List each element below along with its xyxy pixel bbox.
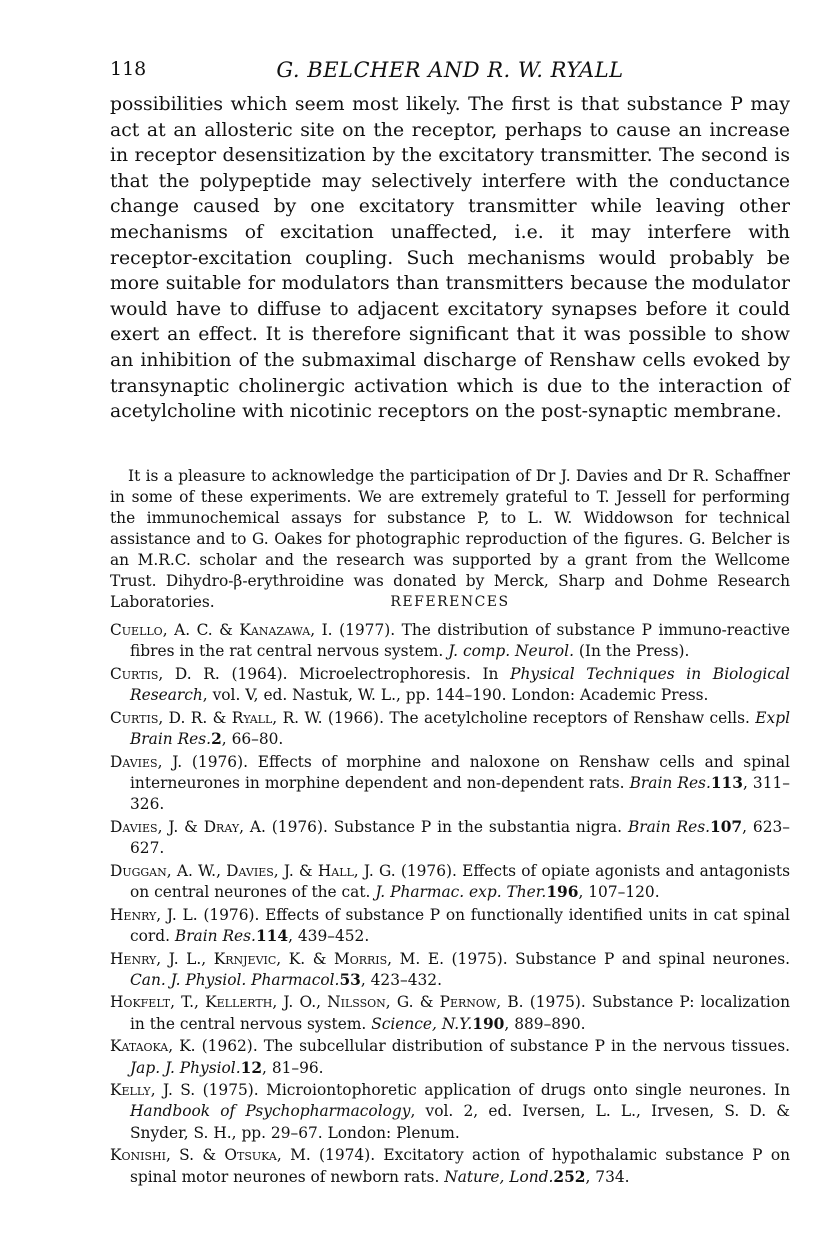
reference-authors: Curtis, D. R. & Ryall, R. W. xyxy=(110,708,323,727)
reference-authors: Henry, J. L., Krnjevic, K. & Morris, M. E. xyxy=(110,949,444,968)
reference-journal: Expl Brain Res. xyxy=(130,708,790,749)
reference-text: (1964). Microelectrophoresis. In xyxy=(219,664,511,683)
reference-authors: Davies, J. xyxy=(110,752,183,771)
reference-journal: J. Pharmac. exp. Ther. xyxy=(375,882,547,901)
reference-authors: Curtis, D. R. xyxy=(110,664,220,683)
reference-authors: Kataoka, K. xyxy=(110,1037,196,1056)
reference-pages: , 439–452. xyxy=(288,926,370,945)
reference-text: (1976). Substance P in the substantia nigra. xyxy=(265,817,628,836)
reference-pages: , 66–80. xyxy=(221,730,284,749)
reference-text: (1975). Microiontophoretic application of drugs onto single neurones. In xyxy=(195,1081,790,1100)
reference-pages: , vol. V, ed. Nastuk, W. L., pp. 144–190. London: Academic Press. xyxy=(202,686,709,705)
reference-journal: J. comp. Neurol. xyxy=(448,642,574,661)
reference-text: (1962). The subcellular distribution of substance P in the nervous tissues. xyxy=(195,1037,790,1056)
reference-volume: 113 xyxy=(710,773,743,792)
reference-pages: , 889–890. xyxy=(504,1014,586,1033)
reference-item xyxy=(110,1036,790,1078)
reference-authors: Duggan, A. W., Davies, J. & Hall, J. G. xyxy=(110,861,396,880)
reference-item xyxy=(110,1080,790,1144)
reference-journal: Brain Res. xyxy=(174,926,256,945)
reference-pages: , 81–96. xyxy=(262,1058,324,1077)
reference-authors: Davies, J. & Dray, A. xyxy=(110,817,266,836)
reference-pages: , 623–627. xyxy=(130,817,790,858)
reference-item xyxy=(110,817,790,859)
reference-authors: Kelly, J. S. xyxy=(110,1081,196,1100)
acknowledgement-paragraph: It is a pleasure to acknowledge the participation of Dr J. Davies and Dr R. Schaffner in some of these experiments. We are extremely grateful to T. Jessell for performing the immunochemical assays for substance P, to L. W. Widdowson for technical assistance and to G. Oakes for photographic reproduction of the figures. G. Belcher is an M.R.C. scholar and the research was supported by a grant from the Wellcome Trust. Dihydro-β-erythroidine was donated by Merck, Sharp and Dohme Research Laboratories. xyxy=(110,467,790,611)
reference-text: (1977). The distribution of substance P immuno-reactive fibres in the rat central nervous system. xyxy=(130,621,790,661)
reference-volume: 12 xyxy=(240,1058,263,1077)
reference-volume: 114 xyxy=(255,926,289,945)
reference-pages: (In the Press). xyxy=(574,642,690,661)
reference-volume: 53 xyxy=(339,970,361,989)
reference-text: (1975). Substance P: localization in the central nervous system. xyxy=(130,993,790,1033)
reference-item xyxy=(110,992,790,1034)
reference-item xyxy=(110,1145,790,1187)
reference-journal: Jap. J. Physiol. xyxy=(130,1058,241,1077)
reference-pages: , 423–432. xyxy=(360,970,442,989)
reference-pages: , 107–120. xyxy=(578,882,660,901)
references-heading: REFERENCES xyxy=(390,594,510,610)
reference-volume: 190 xyxy=(472,1014,505,1033)
reference-volume: 2 xyxy=(211,730,222,749)
reference-journal: Brain Res. xyxy=(629,773,711,792)
reference-journal: Science, N.Y. xyxy=(371,1014,473,1033)
reference-list xyxy=(110,620,790,1189)
reference-authors: Hokfelt, T., Kellerth, J. O., Nilsson, G. & Pernow, B. xyxy=(110,993,524,1012)
reference-authors: Konishi, S. & Otsuka, M. xyxy=(110,1146,311,1165)
reference-item xyxy=(110,949,790,991)
reference-pages: , 311–326. xyxy=(130,773,791,814)
reference-volume: 252 xyxy=(553,1167,586,1186)
reference-journal: Can. J. Physiol. Pharmacol. xyxy=(130,970,340,989)
reference-item xyxy=(110,708,790,750)
reference-journal: Physical Techniques in Biological Research xyxy=(130,664,790,705)
reference-authors: Henry, J. L. xyxy=(110,905,198,924)
reference-volume: 107 xyxy=(710,817,743,836)
reference-text: (1975). Substance P and spinal neurones. xyxy=(443,949,790,968)
reference-item xyxy=(110,664,790,706)
page-number: 118 xyxy=(110,58,147,80)
reference-text: (1974). Excitatory action of hypothalamic substance P on spinal motor neurones of newborn rats. xyxy=(130,1146,790,1186)
reference-item xyxy=(110,905,790,947)
reference-text: (1976). Effects of substance P on functionally identified units in cat spinal cord. xyxy=(130,905,790,945)
running-head: G. BELCHER AND R. W. RYALL xyxy=(276,58,624,82)
reference-item xyxy=(110,752,790,816)
reference-pages: , 734. xyxy=(585,1167,630,1186)
body-paragraph: possibilities which seem most likely. The first is that substance P may act at an allosteric site on the receptor, perhaps to cause an increase in receptor desensitization by the excitatory transmitter. The second is that the polypeptide may selectively interfere with the conductance change caused by one excitatory transmitter while leaving other mechanisms of excitation unaffected, i.e. it may interfere with receptor-excitation coupling. Such mechanisms would probably be more suitable for modulators than transmitters because the modulator would have to diffuse to adjacent excitatory synapses before it could exert an effect. It is therefore significant that it was possible to show an inhibition of the submaximal discharge of Renshaw cells evoked by transynaptic cholinergic activation which is due to the interaction of acetylcholine with nicotinic receptors on the post-synaptic membrane. xyxy=(110,94,790,423)
page-header xyxy=(110,58,790,86)
reference-authors: Cuello, A. C. & Kanazawa, I. xyxy=(110,621,333,639)
reference-item xyxy=(110,620,790,662)
reference-text: (1966). The acetylcholine receptors of Renshaw cells. xyxy=(322,708,756,727)
reference-journal: Nature, Lond. xyxy=(444,1167,554,1186)
reference-journal: Brain Res. xyxy=(627,817,710,836)
reference-volume: 196 xyxy=(546,882,579,901)
reference-text: (1976). Effects of opiate agonists and antagonists on central neurones of the cat. xyxy=(130,861,791,901)
reference-journal: Handbook of Psychopharmacology xyxy=(130,1102,411,1121)
reference-text: (1976). Effects of morphine and naloxone on Renshaw cells and spinal interneurones in morphine dependent and non-dependent rats. xyxy=(130,752,790,792)
reference-pages: , vol. 2, ed. Iversen, L. L., Irvesen, S. D. & Snyder, S. H., pp. 29–67. London: Plenum. xyxy=(130,1102,790,1142)
reference-item xyxy=(110,861,790,903)
